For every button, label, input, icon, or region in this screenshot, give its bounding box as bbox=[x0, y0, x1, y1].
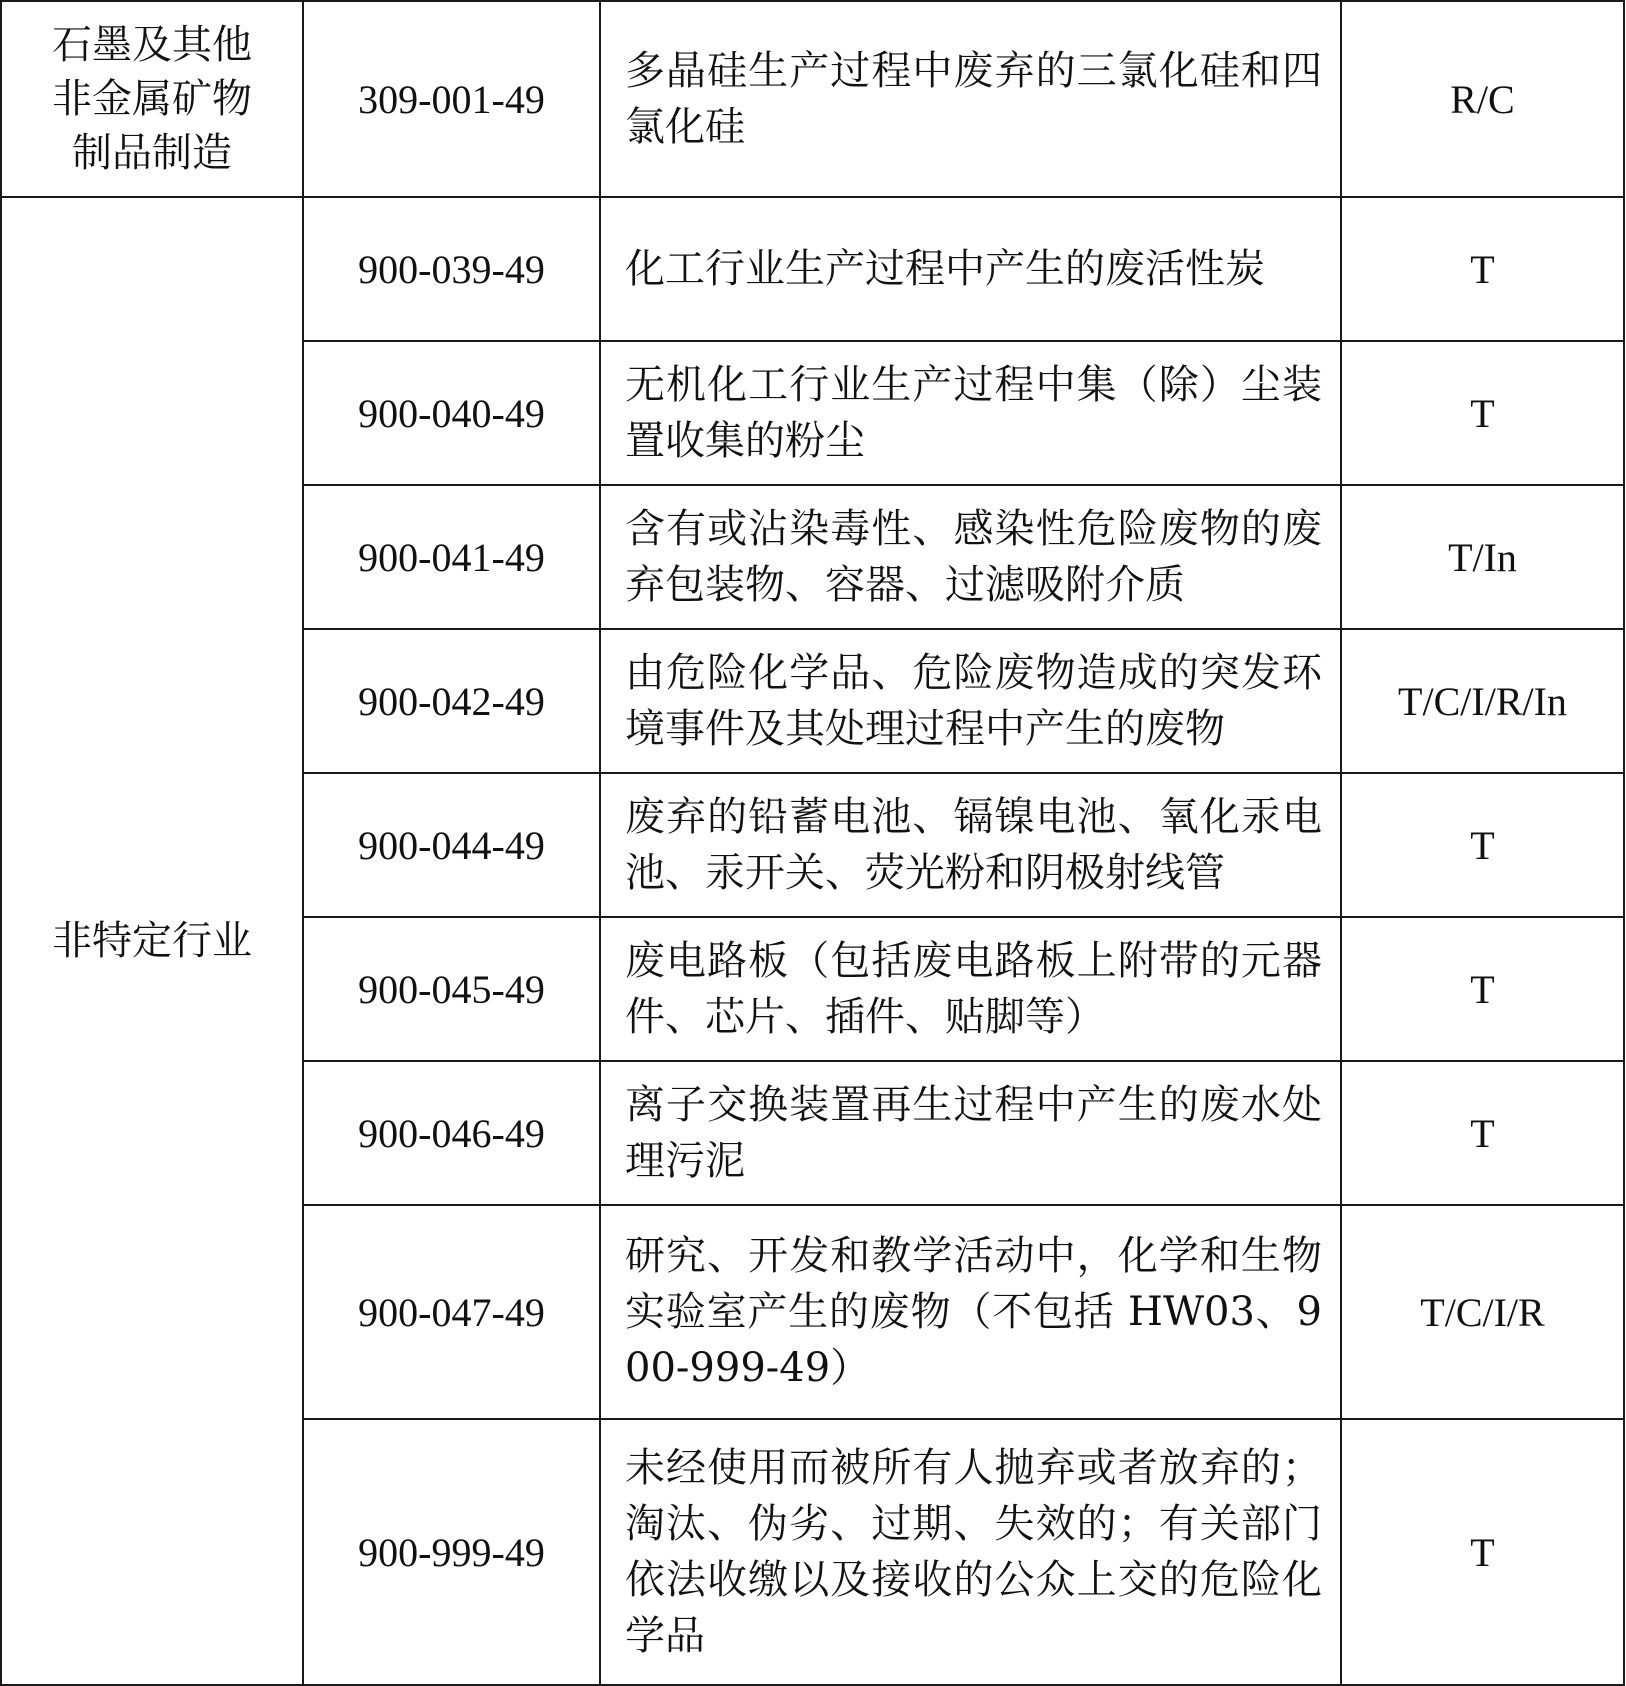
hazard-feature-cell: T bbox=[1341, 197, 1624, 341]
table-row bbox=[1, 1, 1624, 197]
waste-code-cell: 900-039-49 bbox=[303, 197, 600, 341]
waste-description-cell: 离子交换装置再生过程中产生的废水处理污泥 bbox=[600, 1061, 1341, 1205]
waste-description-cell: 含有或沾染毒性、感染性危险废物的废弃包装物、容器、过滤吸附介质 bbox=[600, 485, 1341, 629]
waste-code-cell: 309-001-49 bbox=[303, 1, 600, 197]
hazard-feature-cell: T bbox=[1341, 917, 1624, 1061]
hazard-feature-cell: T bbox=[1341, 773, 1624, 917]
waste-code-cell: 900-999-49 bbox=[303, 1419, 600, 1685]
waste-code-cell: 900-041-49 bbox=[303, 485, 600, 629]
waste-code-cell: 900-044-49 bbox=[303, 773, 600, 917]
waste-description-cell: 多晶硅生产过程中废弃的三氯化硅和四氯化硅 bbox=[600, 1, 1341, 197]
hazard-feature-cell: T bbox=[1341, 341, 1624, 485]
table-row bbox=[1, 197, 1624, 341]
hazard-feature-cell: R/C bbox=[1341, 1, 1624, 197]
hazard-feature-cell: T/C/I/R/In bbox=[1341, 629, 1624, 773]
waste-description-cell: 未经使用而被所有人抛弃或者放弃的；淘汰、伪劣、过期、失效的；有关部门依法收缴以及接收的公众上交的危险化学品 bbox=[600, 1419, 1341, 1685]
waste-code-cell: 900-040-49 bbox=[303, 341, 600, 485]
waste-description-cell: 废电路板（包括废电路板上附带的元器件、芯片、插件、贴脚等） bbox=[600, 917, 1341, 1061]
hazard-feature-cell: T bbox=[1341, 1419, 1624, 1685]
industry-cell: 非特定行业 bbox=[1, 197, 303, 1685]
waste-description-cell: 无机化工行业生产过程中集（除）尘装置收集的粉尘 bbox=[600, 341, 1341, 485]
industry-cell bbox=[1, 1, 303, 197]
hazard-feature-cell: T/In bbox=[1341, 485, 1624, 629]
waste-description-cell: 化工行业生产过程中产生的废活性炭 bbox=[600, 197, 1341, 341]
waste-code-cell: 900-045-49 bbox=[303, 917, 600, 1061]
waste-code-cell: 900-042-49 bbox=[303, 629, 600, 773]
hazard-feature-cell: T bbox=[1341, 1061, 1624, 1205]
waste-code-cell: 900-047-49 bbox=[303, 1205, 600, 1419]
hazard-feature-cell: T/C/I/R bbox=[1341, 1205, 1624, 1419]
waste-description-cell: 废弃的铅蓄电池、镉镍电池、氧化汞电池、汞开关、荧光粉和阴极射线管 bbox=[600, 773, 1341, 917]
waste-description-cell: 研究、开发和教学活动中，化学和生物实验室产生的废物（不包括 HW03、900-999-49） bbox=[600, 1205, 1341, 1419]
waste-code-cell: 900-046-49 bbox=[303, 1061, 600, 1205]
industry-name: 石墨及其他 非金属矿物 制品制造 bbox=[52, 22, 252, 176]
waste-description-cell: 由危险化学品、危险废物造成的突发环境事件及其处理过程中产生的废物 bbox=[600, 629, 1341, 773]
